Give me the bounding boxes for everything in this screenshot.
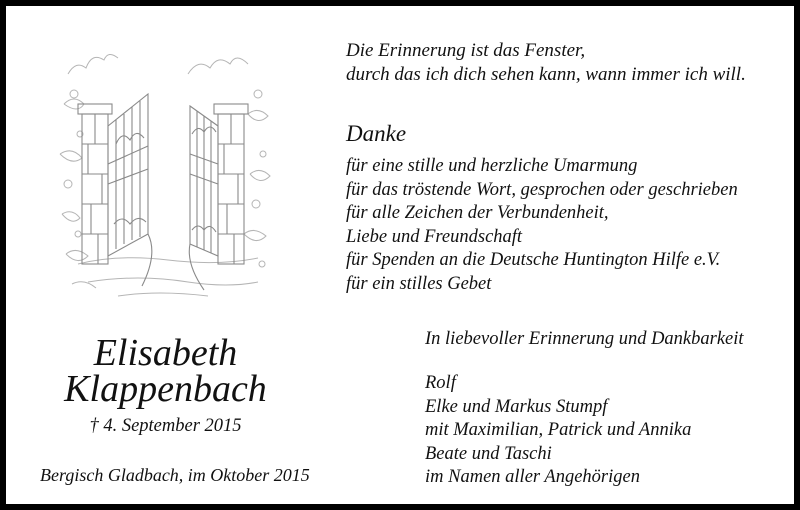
mourner-line: im Namen aller Angehörigen [425,467,640,487]
quote-line: durch das ich dich sehen kann, wann immer ich will. [346,64,746,85]
quote [346,39,746,87]
thanks-list [346,155,738,296]
thanks-line: für alle Zeichen der Verbundenheit, [346,203,609,223]
mourner-line: Beate und Taschi [425,443,552,464]
memorial-line: In liebevoller Erinnerung und Dankbarkeit [425,329,744,349]
thanks-line: Liebe und Freundschaft [346,226,523,247]
deceased-name [28,332,303,410]
mourner-line: Elke und Markus Stumpf [425,396,608,417]
thanks-line: für eine stille und herzliche Umarmung [346,156,638,176]
thanks-line: für Spenden an die Deutsche Huntington Hilfe e.V. [346,250,721,270]
quote-line: Die Erinnerung ist das Fenster, [346,40,586,61]
mourner-line: Rolf [425,373,456,393]
mourner-line: mit Maximilian, Patrick und Annika [425,420,692,440]
danke-heading: Danke [346,121,407,146]
place-and-date: Bergisch Gladbach, im Oktober 2015 [40,465,310,485]
death-date: † 4. September 2015 [89,416,242,436]
garden-gate-illustration [58,34,273,302]
deceased-first-name: Elisabeth [93,332,238,374]
thanks-line: für das tröstende Wort, gesprochen oder geschrieben [346,179,738,200]
deceased-last-name: Klappenbach [64,368,267,410]
mourners-list [425,372,691,490]
thanks-line: für ein stilles Gebet [346,273,492,294]
